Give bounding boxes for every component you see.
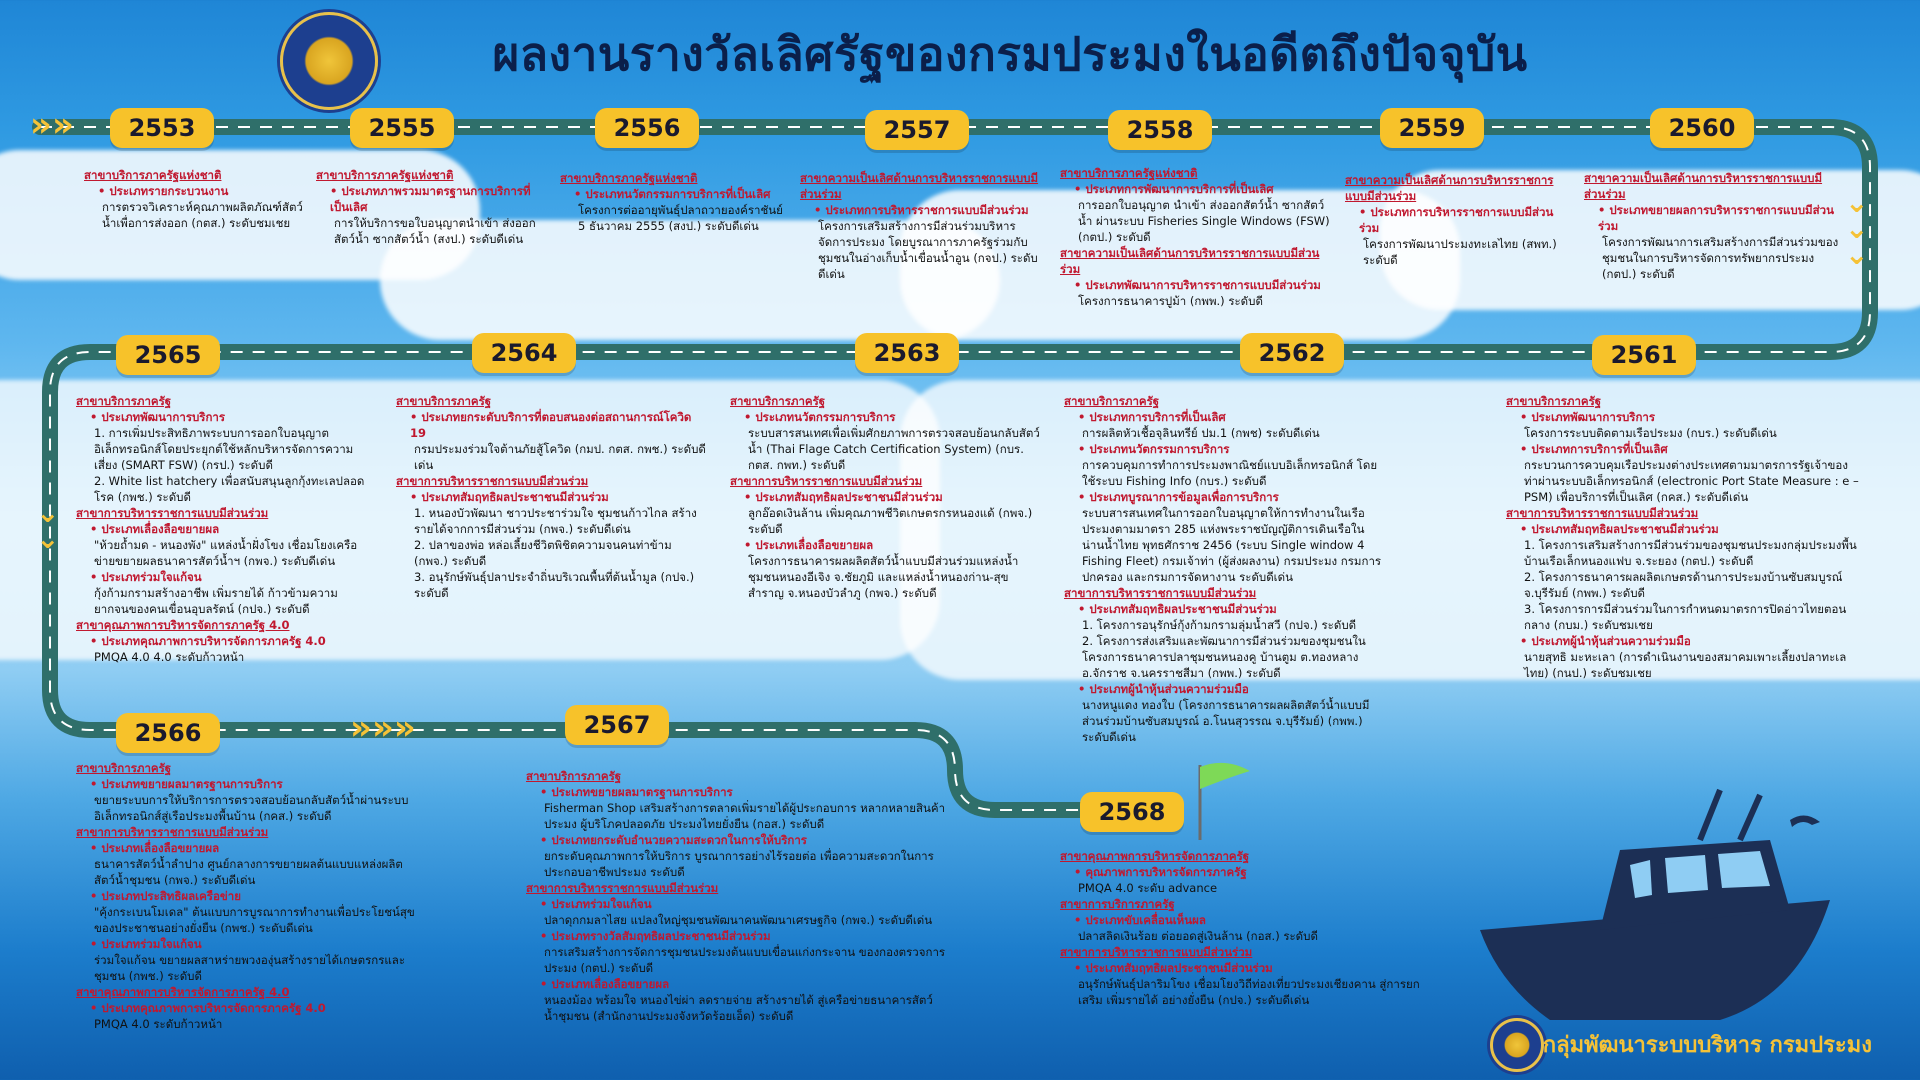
entry-type: • ประเภทนวัตกรรมการบริการที่เป็นเลิศ [560, 186, 790, 202]
entry-type: • ประเภทขยายผลมาตรฐานการบริการ [76, 776, 416, 792]
entry-2563 [730, 393, 1040, 601]
entry-2560 [1584, 170, 1839, 282]
year-badge: 2568 [1080, 792, 1184, 832]
entry-text: กระบวนการควบคุมเรือประมงต่างประเทศตามมาตรการรัฐเจ้าของท่าผ่านระบบอิเล็กทรอนิกส์ (electronic Port State Measure : e – PSM) เพื่อบริการที่เป็นเลิศ (กคส.) ระดับดีเด่น [1524, 458, 1859, 504]
entry-category: สาขาบริการภาครัฐแห่งชาติ [84, 168, 222, 182]
chevron-right-icon: »»» [350, 708, 416, 748]
entry-text: ปลาสลิดเงินร้อย ต่อยอดสู่เงินล้าน (กอส.) ระดับดี [1078, 929, 1318, 943]
year-badge: 2555 [350, 108, 454, 148]
entry-category: สาขาการบริหารราชการแบบมีส่วนร่วม [76, 506, 269, 520]
entry-type: • ประเภทคุณภาพการบริหารจัดการภาครัฐ 4.0 [76, 633, 372, 649]
entry-type: • ประเภทเลื่องลือขยายผล [76, 840, 416, 856]
year-badge: 2562 [1240, 333, 1344, 373]
entry-type: • ประเภทนวัตกรรมการบริการ [730, 409, 1040, 425]
entry-text: การควบคุมการทำการประมงพาณิชย์แบบอิเล็กทรอนิกส์ โดยใช้ระบบ Fishing Info (กบร.) ระดับดี [1082, 458, 1378, 488]
entry-2558 [1060, 165, 1330, 309]
entry-text: โครงการพัฒนาประมงทะเลไทย (สพท.) ระดับดี [1363, 237, 1557, 267]
year-badge: 2558 [1108, 110, 1212, 150]
entry-type: • ประเภทสัมฤทธิผลประชาชนมีส่วนร่วม [1506, 521, 1860, 537]
entry-category: สาขาการบริการภาครัฐ [1060, 897, 1175, 911]
entry-category: สาขาบริการภาครัฐ [396, 394, 492, 408]
entry-category: สาขาการบริหารราชการแบบมีส่วนร่วม [1506, 506, 1699, 520]
page-title: ผลงานรางวัลเลิศรัฐของกรมประมงในอดีตถึงปัจจุบัน [492, 27, 1528, 81]
entry-type: • ประเภทการบริหารราชการแบบมีส่วนร่วม [800, 202, 1040, 218]
entry-text: ขยายระบบการให้บริการการตรวจสอบย้อนกลับสัตว์น้ำผ่านระบบอิเล็กทรอนิกส์สู่เรือประมงพื้นบ้าน (กคส.) ระดับดี [94, 793, 409, 823]
entry-type: • ประเภทขยายผลการบริหารราชการแบบมีส่วนร่วม [1584, 202, 1839, 234]
entry-type: • ประเภทยกระดับบริการที่ตอบสนองต่อสถานการณ์โควิด 19 [396, 409, 706, 441]
entry-text: การเสริมสร้างการจัดการชุมชนประมงต้นแบบเขื่อนแก่งกระจาน ของกองตรวจการประมง (กตป.) ระดับดี [544, 945, 946, 975]
entry-type: • ประเภทสัมฤทธิผลประชาชนมีส่วนร่วม [1060, 960, 1420, 976]
entry-text: "คุ้งกระเบนโมเดล" ต้นแบบการบูรณาการทำงานเพื่อประโยชน์สุขของประชาชนอย่างยั่งยืน (กพช.) ระดับดีเด่น [94, 905, 415, 935]
entry-text: 2. โครงการส่งเสริมและพัฒนาการมีส่วนร่วมของชุมชนในโครงการธนาคารปลาชุมชนหนองคู บ้านตูม ต.ทองหลาง อ.จักราช จ.นครราชสีมา (กพพ.) ระดับดี [1082, 634, 1366, 680]
entry-type: • ประเภทผู้นำหุ้นส่วนความร่วมมือ [1064, 681, 1384, 697]
entry-text: การให้บริการขอใบอนุญาตนำเข้า ส่งออกสัตว์น้ำ ซากสัตว์น้ำ (สงป.) ระดับดีเด่น [334, 216, 536, 246]
entry-text: โครงการธนาคารปูม้า (กพพ.) ระดับดี [1078, 294, 1263, 308]
entry-type: • ประเภทสัมฤทธิผลประชาชนมีส่วนร่วม [1064, 601, 1384, 617]
entry-text: 1. การเพิ่มประสิทธิภาพระบบการออกใบอนุญาตอิเล็กทรอนิกส์โดยประยุกต์ใช้หลักบริหารจัดการความเสี่ยง (SMART FSW) (กรป.) ระดับดี [94, 426, 354, 472]
entry-type: • ประเภทพัฒนาการบริการ [1506, 409, 1860, 425]
entry-type: • ประเภทขับเคลื่อนเห็นผล [1060, 912, 1420, 928]
chevron-right-icon: »» [30, 105, 74, 145]
entry-text: ปลาดุกกมลาไสย แปลงใหญ่ชุมชนพัฒนาคนพัฒนาเศรษฐกิจ (กพจ.) ระดับดีเด่น [544, 913, 933, 927]
flag-icon [1190, 755, 1260, 845]
entry-category: สาขาบริการภาครัฐแห่งชาติ [560, 171, 698, 185]
entry-text: การตรวจวิเคราะห์คุณภาพผลิตภัณฑ์สัตว์น้ำเพื่อการส่งออก (กตส.) ระดับชมเชย [102, 200, 303, 230]
entry-category: สาขาการบริหารราชการแบบมีส่วนร่วม [396, 474, 589, 488]
entry-category: สาขาการบริหารราชการแบบมีส่วนร่วม [526, 881, 719, 895]
entry-type: • ประเภทบูรณาการข้อมูลเพื่อการบริการ [1064, 489, 1384, 505]
entry-category: สาขาความเป็นเลิศด้านการบริหารราชการแบบมีส่วนร่วม [1060, 246, 1320, 276]
entry-category: สาขาคุณภาพการบริหารจัดการภาครัฐ 4.0 [76, 985, 290, 999]
entry-text: 1. หนองบัวพัฒนา ชาวประชาร่วมใจ ชุมชนก้าวไกล สร้างรายได้จากการมีส่วนร่วม (กพจ.) ระดับดีเด่น [414, 506, 697, 536]
entry-category: สาขาบริการภาครัฐแห่งชาติ [1060, 166, 1198, 180]
entry-type: • ประเภทร่วมใจแก้จน [76, 569, 372, 585]
entry-type: • ประเภทเลื่องลือขยายผล [730, 537, 1040, 553]
entry-category: สาขาบริการภาครัฐ [1506, 394, 1602, 408]
entry-text: กุ้งก้ามกรามสร้างอาชีพ เพิ่มรายได้ ก้าวข้ามความยากจนของคนเขื่อนอุบลรัตน์ (กปจ.) ระดับดี [94, 586, 338, 616]
entry-text: นายสุทธิ มะหะเลา (การดำเนินงานของสมาคมเพาะเลี้ยงปลาทะเลไทย) (กนป.) ระดับชมเชย [1524, 650, 1847, 680]
entry-type: • ประเภทร่วมใจแก้จน [526, 896, 946, 912]
entry-category: สาขาการบริหารราชการแบบมีส่วนร่วม [1064, 586, 1257, 600]
entry-text: นางหนูแดง ทองใบ (โครงการธนาคารผลผลิตสัตว์น้ำแบบมีส่วนร่วมบ้านซับสมบูรณ์ อ.โนนสุวรรณ จ.บุรีรัมย์) (กพพ.) ระดับดีเด่น [1082, 698, 1370, 744]
entry-category: สาขาคุณภาพการบริหารจัดการภาครัฐ [1060, 849, 1250, 863]
footer-label: กลุ่มพัฒนาระบบบริหาร กรมประมง [1542, 1033, 1872, 1058]
entry-text: 3. โครงการการมีส่วนร่วมในการกำหนดมาตรการปิดอ่าวไทยตอนกลาง (กบม.) ระดับชมเชย [1524, 602, 1847, 632]
entry-2559 [1345, 172, 1565, 268]
entry-text: PMQA 4.0 4.0 ระดับก้าวหน้า [94, 650, 245, 664]
entry-text: 2. โครงการธนาคารผลผลิตเกษตรด้านการประมงบ้านซับสมบูรณ์ จ.บุรีรัมย์ (กพพ.) ระดับดี [1524, 570, 1843, 600]
entry-text: 1. โครงการเสริมสร้างการมีส่วนร่วมของชุมชนประมงกลุ่มประมงพื้นบ้านเรือเล็กหนองแฟบ จ.ระยอง (กตป.) ระดับดี [1524, 538, 1857, 568]
entry-text: โครงการธนาคารผลผลิตสัตว์น้ำแบบมีส่วนร่วมแหล่งน้ำชุมชนหนองอีเจิง จ.ชัยภูมิ และแหล่งน้ำหนองก่าน-สุขสำราญ จ.หนองบัวลำภู (กพจ.) ระดับดี [748, 554, 1019, 600]
entry-category: สาขาบริการภาครัฐ [730, 394, 826, 408]
entry-text: 2. ปลาของพ่อ หล่อเลี้ยงชีวิตพิชิตความจนคนท่าข้าม (กพจ.) ระดับดี [414, 538, 672, 568]
chevron-down-icon: ⌄ ⌄ ⌄ [1845, 186, 1869, 271]
year-badge: 2565 [116, 335, 220, 375]
entry-text: โครงการพัฒนาการเสริมสร้างการมีส่วนร่วมของชุมชนในการบริหารจัดการทรัพยากรประมง (กตป.) ระดับดี [1602, 235, 1839, 281]
department-logo-small [1490, 1018, 1544, 1072]
entry-type: • ประเภทการบริหารราชการแบบมีส่วนร่วม [1345, 204, 1565, 236]
entry-text: หนองม้อง พร้อมใจ หนองไข่ผ่า ลดรายจ่าย สร้างรายได้ สู่เครือข่ายธนาคารสัตว์น้ำชุมชน (สำนักงานประมงจังหวัดร้อยเอ็ด) ระดับดี [544, 993, 933, 1023]
entry-text: โครงการต่ออายุพันธุ์ปลาถวายองค์ราชันย์ 5 ธันวาคม 2555 (สงป.) ระดับดีเด่น [578, 203, 783, 233]
entry-type: • ประเภทประสิทธิผลเครือข่าย [76, 888, 416, 904]
entry-2567 [526, 768, 946, 1024]
entry-text: ยกระดับคุณภาพการให้บริการ บูรณาการอย่างไร้รอยต่อ เพื่อความสะดวกในการประกอบอาชีพประมง ระดับดี [544, 849, 934, 879]
entry-text: ธนาคารสัตว์น้ำลำปาง ศูนย์กลางการขยายผลต้นแบบแหล่งผลิตสัตว์น้ำชุมชน (กพจ.) ระดับดีเด่น [94, 857, 403, 887]
entry-type: • ประเภทรายกระบวนงาน [84, 183, 314, 199]
entry-text: 2. White list hatchery เพื่อสนับสนุนลูกกุ้งทะเลปลอดโรค (กพช.) ระดับดี [94, 474, 365, 504]
entry-2553 [84, 167, 314, 231]
entry-type: • ประเภทนวัตกรรมการบริการ [1064, 441, 1384, 457]
entry-type: • ประเภทสัมฤทธิผลประชาชนมีส่วนร่วม [730, 489, 1040, 505]
entry-category: สาขาความเป็นเลิศด้านการบริหารราชการแบบมีส่วนร่วม [1345, 173, 1554, 203]
year-badge: 2566 [116, 713, 220, 753]
entry-type: • ประเภทภาพรวมมาตรฐานการบริการที่เป็นเลิศ [316, 183, 546, 215]
entry-category: สาขาบริการภาครัฐ [1064, 394, 1160, 408]
entry-text: 3. อนุรักษ์พันธุ์ปลาประจำถิ่นบริเวณพื้นที่ต้นน้ำมูล (กปจ.) ระดับดี [414, 570, 695, 600]
entry-type: • ประเภทยกระดับอำนวยความสะดวกในการให้บริการ [526, 832, 946, 848]
entry-category: สาขาการบริหารราชการแบบมีส่วนร่วม [76, 825, 269, 839]
entry-text: PMQA 4.0 ระดับ advance [1078, 881, 1218, 895]
department-logo [280, 12, 378, 110]
year-badge: 2560 [1650, 108, 1754, 148]
entry-text: โครงการระบบติดตามเรือประมง (กบร.) ระดับดีเด่น [1524, 426, 1777, 440]
entry-type: • ประเภทรางวัลสัมฤทธิผลประชาชนมีส่วนร่วม [526, 928, 946, 944]
entry-type: • ประเภทการบริการที่เป็นเลิศ [1064, 409, 1384, 425]
entry-text: อนุรักษ์พันธุ์ปลาริมโขง เชื่อมโยงวิถีท่องเที่ยวประมงเชียงคาน สู่การยก เสริม เพิ่มรายได้ อย่างยั่งยืน (กปจ.) ระดับดีเด่น [1078, 977, 1420, 1007]
year-badge: 2556 [595, 108, 699, 148]
chevron-down-icon: ⌄ ⌄ [36, 496, 60, 555]
entry-type: • ประเภทการบริการที่เป็นเลิศ [1506, 441, 1860, 457]
entry-2557 [800, 170, 1040, 282]
year-badge: 2557 [865, 110, 969, 150]
entry-type: • ประเภทคุณภาพการบริหารจัดการภาครัฐ 4.0 [76, 1000, 416, 1016]
entry-text: ร่วมใจแก้จน ขยายผลสาหร่ายพวงองุ่นสร้างรายได้เกษตรกรและชุมชน (กพช.) ระดับดี [94, 953, 406, 983]
entry-category: สาขาการบริหารราชการแบบมีส่วนร่วม [730, 474, 923, 488]
entry-type: • ประเภทการพัฒนาการบริการที่เป็นเลิศ [1060, 181, 1330, 197]
entry-type: • ประเภทสัมฤทธิผลประชาชนมีส่วนร่วม [396, 489, 706, 505]
entry-category: สาขาบริการภาครัฐ [76, 761, 172, 775]
entry-text: การผลิตหัวเชื้อจุลินทรีย์ ปม.1 (กพช) ระดับดีเด่น [1082, 426, 1320, 440]
entry-text: โครงการเสริมสร้างการมีส่วนร่วมบริหารจัดการประมง โดยบูรณาการภาครัฐร่วมกับชุมชนในอ่างเก็บน้ำเขื่อนน้ำอูน (กจป.) ระดับดีเด่น [818, 219, 1038, 281]
entry-2556 [560, 170, 790, 234]
year-badge: 2567 [565, 705, 669, 745]
entry-text: ระบบสารสนเทศเพื่อเพิ่มศักยภาพการตรวจสอบย้อนกลับสัตว์น้ำ (Thai Flage Catch Certification System) (กบร. กตส. กพท.) ระดับดี [748, 426, 1040, 472]
entry-type: • ประเภทผู้นำหุ้นส่วนความร่วมมือ [1506, 633, 1860, 649]
entry-2561 [1506, 393, 1860, 681]
entry-text: "ห้วยถ้ำมด - หนองพัง" แหล่งน้ำฝั่งโขง เชื่อมโยงเครือข่ายขยายผลธนาคารสัตว์น้ำฯ (กพจ.) ระดับดีเด่น [94, 538, 358, 568]
entry-type: • ประเภทขยายผลมาตรฐานการบริการ [526, 784, 946, 800]
entry-type: • คุณภาพการบริหารจัดการภาครัฐ [1060, 864, 1420, 880]
entry-text: 1. โครงการอนุรักษ์กุ้งก้ามกรามลุ่มน้ำสวี (กปจ.) ระดับดี [1082, 618, 1357, 632]
entry-type: • ประเภทพัฒนาการบริหารราชการแบบมีส่วนร่วม [1060, 277, 1330, 293]
year-badge: 2564 [472, 333, 576, 373]
entry-type: • ประเภทพัฒนาการบริการ [76, 409, 372, 425]
entry-2566 [76, 760, 416, 1032]
entry-2568 [1060, 848, 1420, 1008]
entry-text: ลูกอ๊อดเงินล้าน เพิ่มคุณภาพชีวิตเกษตรกรหนองแด้ (กพจ.) ระดับดี [748, 506, 1033, 536]
year-badge: 2561 [1592, 335, 1696, 375]
year-badge: 2563 [855, 333, 959, 373]
entry-text: PMQA 4.0 ระดับก้าวหน้า [94, 1017, 223, 1031]
entry-category: สาขาความเป็นเลิศด้านการบริหารราชการแบบมีส่วนร่วม [800, 171, 1039, 201]
entry-category: สาขาความเป็นเลิศด้านการบริหารราชการแบบมีส่วนร่วม [1584, 171, 1823, 201]
fishing-boat-icon [1470, 780, 1850, 1040]
entry-2555 [316, 167, 546, 247]
entry-2564 [396, 393, 706, 601]
entry-category: สาขาการบริหารราชการแบบมีส่วนร่วม [1060, 945, 1253, 959]
entry-type: • ประเภทร่วมใจแก้จน [76, 936, 416, 952]
year-badge: 2553 [110, 108, 214, 148]
entry-2562 [1064, 393, 1384, 745]
entry-2565 [76, 393, 372, 665]
year-badge: 2559 [1380, 108, 1484, 148]
entry-text: การออกใบอนุญาต นำเข้า ส่งออกสัตว์น้ำ ซากสัตว์น้ำ ผ่านระบบ Fisheries Single Windows (FSW) (กตป.) ระดับดี [1078, 198, 1330, 244]
entry-category: สาขาบริการภาครัฐ [526, 769, 622, 783]
entry-type: • ประเภทเลื่องลือขยายผล [76, 521, 372, 537]
entry-text: ระบบสารสนเทศในการออกใบอนุญาตให้การทำงานในเรือประมงตามมาตรา 285 แห่งพระราชบัญญัติการเดินเรือในน่านน้ำไทย พุทธศักราช 2456 (ระบบ Single window 4 Fishing Fleet) กรมเจ้าท่า (ผู้ส่งผลงาน) กรมประมง กรมการปกครอง และกรมการจัดหางาน ระดับดีเด่น [1082, 506, 1382, 584]
entry-category: สาขาบริการภาครัฐแห่งชาติ [316, 168, 454, 182]
entry-category: สาขาคุณภาพการบริหารจัดการภาครัฐ 4.0 [76, 618, 290, 632]
entry-text: Fisherman Shop เสริมสร้างการตลาดเพิ่มรายได้ผู้ประกอบการ หลากหลายสินค้าประมง ผู้บริโภคปลอดภัย ประมงไทยยั่งยืน (กอส.) ระดับดี [544, 801, 946, 831]
entry-category: สาขาบริการภาครัฐ [76, 394, 172, 408]
entry-text: กรมประมงร่วมใจต้านภัยสู้โควิด (กมป. กตส. กพช.) ระดับดีเด่น [414, 442, 706, 472]
entry-type: • ประเภทเลื่องลือขยายผล [526, 976, 946, 992]
